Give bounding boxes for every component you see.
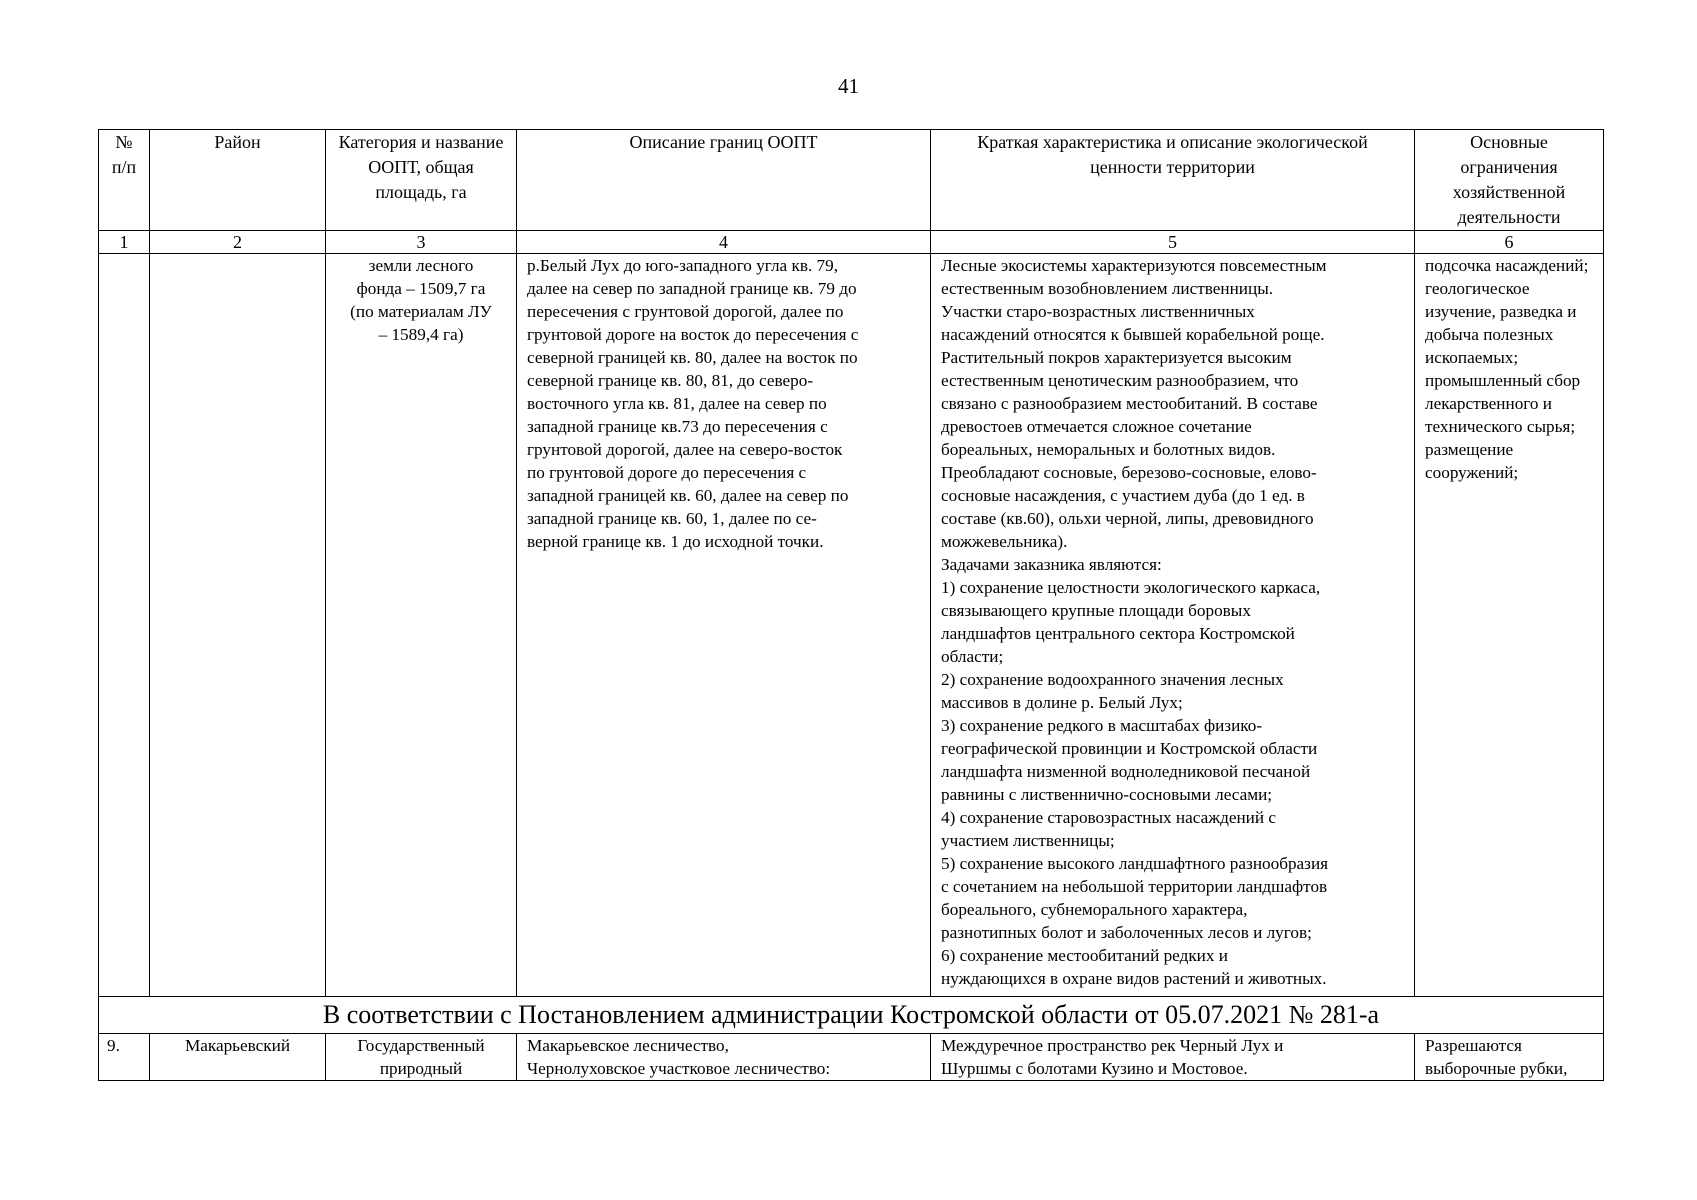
- text-line: Междуречное пространство рек Черный Лух и: [941, 1036, 1284, 1055]
- text-line: земли лесного: [368, 256, 474, 275]
- text-line: ландшафтов центрального сектора Костромской: [941, 624, 1295, 643]
- category-cell: [326, 254, 517, 997]
- text-line: сосновые насаждения, с участием дуба (до 1 ед. в: [941, 486, 1305, 505]
- text-line: сооружений;: [1425, 463, 1519, 482]
- header-category: Категория и название ООПТ, общая площадь, га: [326, 130, 517, 231]
- text-line: разнотипных болот и заболоченных лесов и лугов;: [941, 923, 1312, 942]
- characteristics-cell: [931, 254, 1415, 997]
- column-number: 5: [931, 231, 1415, 254]
- ooopt-table: [98, 129, 1604, 1081]
- characteristics-cell: [931, 1034, 1415, 1081]
- text-line: западной границей кв. 60, далее на север по: [527, 486, 849, 505]
- text-line: участием лиственницы;: [941, 831, 1115, 850]
- text-line: естественным возобновлением лиственницы.: [941, 279, 1274, 298]
- restrictions-cell: [1415, 254, 1604, 997]
- header-row: [99, 130, 1604, 231]
- text-line: подсочка насаждений;: [1425, 256, 1589, 275]
- text-line: геологическое: [1425, 279, 1530, 298]
- text-line: западной границе кв.73 до пересечения с: [527, 417, 828, 436]
- text-line: технического сырья;: [1425, 417, 1576, 436]
- text-line: лекарственного и: [1425, 394, 1553, 413]
- text-line: можжевельника).: [941, 532, 1068, 551]
- text-line: грунтовой дорогой, далее на северо-восток: [527, 440, 843, 459]
- text-line: Государственный: [357, 1036, 485, 1055]
- text-line: р.Белый Лух до юго-западного угла кв. 79,: [527, 256, 839, 275]
- text-line: равнины с лиственнично-сосновыми лесами;: [941, 785, 1273, 804]
- header-boundaries: Описание границ ООПТ: [517, 130, 931, 231]
- text-line: естественным ценотическим разнообразием, что: [941, 371, 1299, 390]
- text-line: 5) сохранение высокого ландшафтного разнообразия: [941, 854, 1329, 873]
- text-line: связано с разнообразием местообитаний. В составе: [941, 394, 1318, 413]
- text-line: – 1589,4 га): [378, 325, 464, 344]
- text-line: северной границе кв. 80, 81, до северо-: [527, 371, 814, 390]
- text-line: Разрешаются: [1425, 1036, 1522, 1055]
- text-line: Макарьевское лесничество,: [527, 1036, 729, 1055]
- text-line: бореального, субнеморального характера,: [941, 900, 1248, 919]
- boundaries-cell: [517, 254, 931, 997]
- column-number: 2: [150, 231, 326, 254]
- text-line: ископаемых;: [1425, 348, 1519, 367]
- text-line: фонда – 1509,7 га: [356, 279, 486, 298]
- text-line: 4) сохранение старовозрастных насаждений с: [941, 808, 1276, 827]
- text-line: изучение, разведка и: [1425, 302, 1577, 321]
- text-line: с сочетанием на небольшой территории ландшафтов: [941, 877, 1328, 896]
- text-line: 6) сохранение местообитаний редких и: [941, 946, 1228, 965]
- page-number: 41: [838, 74, 859, 98]
- row-number-cell: 9.: [99, 1034, 150, 1081]
- text-line: связывающего крупные площади боровых: [941, 601, 1251, 620]
- text-line: Задачами заказника являются:: [941, 555, 1162, 574]
- text-line: пересечения с грунтовой дорогой, далее по: [527, 302, 844, 321]
- text-line: размещение: [1425, 440, 1514, 459]
- text-line: западной границе кв. 60, 1, далее по се-: [527, 509, 817, 528]
- table-row: [99, 1034, 1604, 1081]
- column-numbers-row: [99, 231, 1604, 254]
- text-line: природный: [379, 1059, 463, 1078]
- text-line: (по материалам ЛУ: [350, 302, 492, 321]
- text-line: восточного угла кв. 81, далее на север по: [527, 394, 827, 413]
- district-cell: Макарьевский: [150, 1034, 326, 1081]
- text-line: северной границей кв. 80, далее на восток по: [527, 348, 858, 367]
- text-line: бореальных, неморальных и болотных видов.: [941, 440, 1276, 459]
- district-cell: [150, 254, 326, 997]
- text-line: добыча полезных: [1425, 325, 1554, 344]
- text-line: промышленный сбор: [1425, 371, 1581, 390]
- header-number: № п/п: [99, 130, 150, 231]
- column-number: 6: [1415, 231, 1604, 254]
- column-number: 3: [326, 231, 517, 254]
- text-line: насаждений относятся к бывшей корабельной роще.: [941, 325, 1325, 344]
- column-number: 1: [99, 231, 150, 254]
- text-line: Растительный покров характеризуется высоким: [941, 348, 1292, 367]
- boundaries-cell: [517, 1034, 931, 1081]
- resolution-notice: В соответствии с Постановлением администрации Костромской области от 05.07.2021 № 281-а: [99, 997, 1604, 1034]
- header-characteristics: Краткая характеристика и описание экологической ценности территории: [931, 130, 1415, 231]
- category-cell: [326, 1034, 517, 1081]
- text-line: Шуршмы с болотами Кузино и Мостовое.: [941, 1059, 1248, 1078]
- text-line: массивов в долине р. Белый Лух;: [941, 693, 1183, 712]
- header-restrictions: Основные ограничения хозяйственной деятельности: [1415, 130, 1604, 231]
- notice-row: [99, 997, 1604, 1034]
- text-line: составе (кв.60), ольхи черной, липы, древовидного: [941, 509, 1314, 528]
- text-line: по грунтовой дороге до пересечения с: [527, 463, 807, 482]
- text-line: Лесные экосистемы характеризуются повсеместным: [941, 256, 1327, 275]
- continued-table-row: [99, 254, 1604, 997]
- text-line: географической провинции и Костромской области: [941, 739, 1318, 758]
- text-line: области;: [941, 647, 1004, 666]
- text-line: далее на север по западной границе кв. 79 до: [527, 279, 857, 298]
- text-line: 3) сохранение редкого в масштабах физико-: [941, 716, 1263, 735]
- text-line: выборочные рубки,: [1425, 1059, 1568, 1078]
- text-line: нуждающихся в охране видов растений и животных.: [941, 969, 1327, 988]
- header-district: Район: [150, 130, 326, 231]
- column-number: 4: [517, 231, 931, 254]
- text-line: ландшафта низменной водноледниковой песчаной: [941, 762, 1311, 781]
- text-line: Преобладают сосновые, березово-сосновые, елово-: [941, 463, 1317, 482]
- text-line: Участки старо-возрастных лиственничных: [941, 302, 1255, 321]
- text-line: 2) сохранение водоохранного значения лесных: [941, 670, 1284, 689]
- row-number-cell: [99, 254, 150, 997]
- restrictions-cell: [1415, 1034, 1604, 1081]
- text-line: грунтовой дороге на восток до пересечения с: [527, 325, 859, 344]
- text-line: 1) сохранение целостности экологического каркаса,: [941, 578, 1321, 597]
- text-line: древостоев отмечается сложное сочетание: [941, 417, 1252, 436]
- text-line: верной границе кв. 1 до исходной точки.: [527, 532, 824, 551]
- text-line: Чернолуховское участковое лесничество:: [527, 1059, 831, 1078]
